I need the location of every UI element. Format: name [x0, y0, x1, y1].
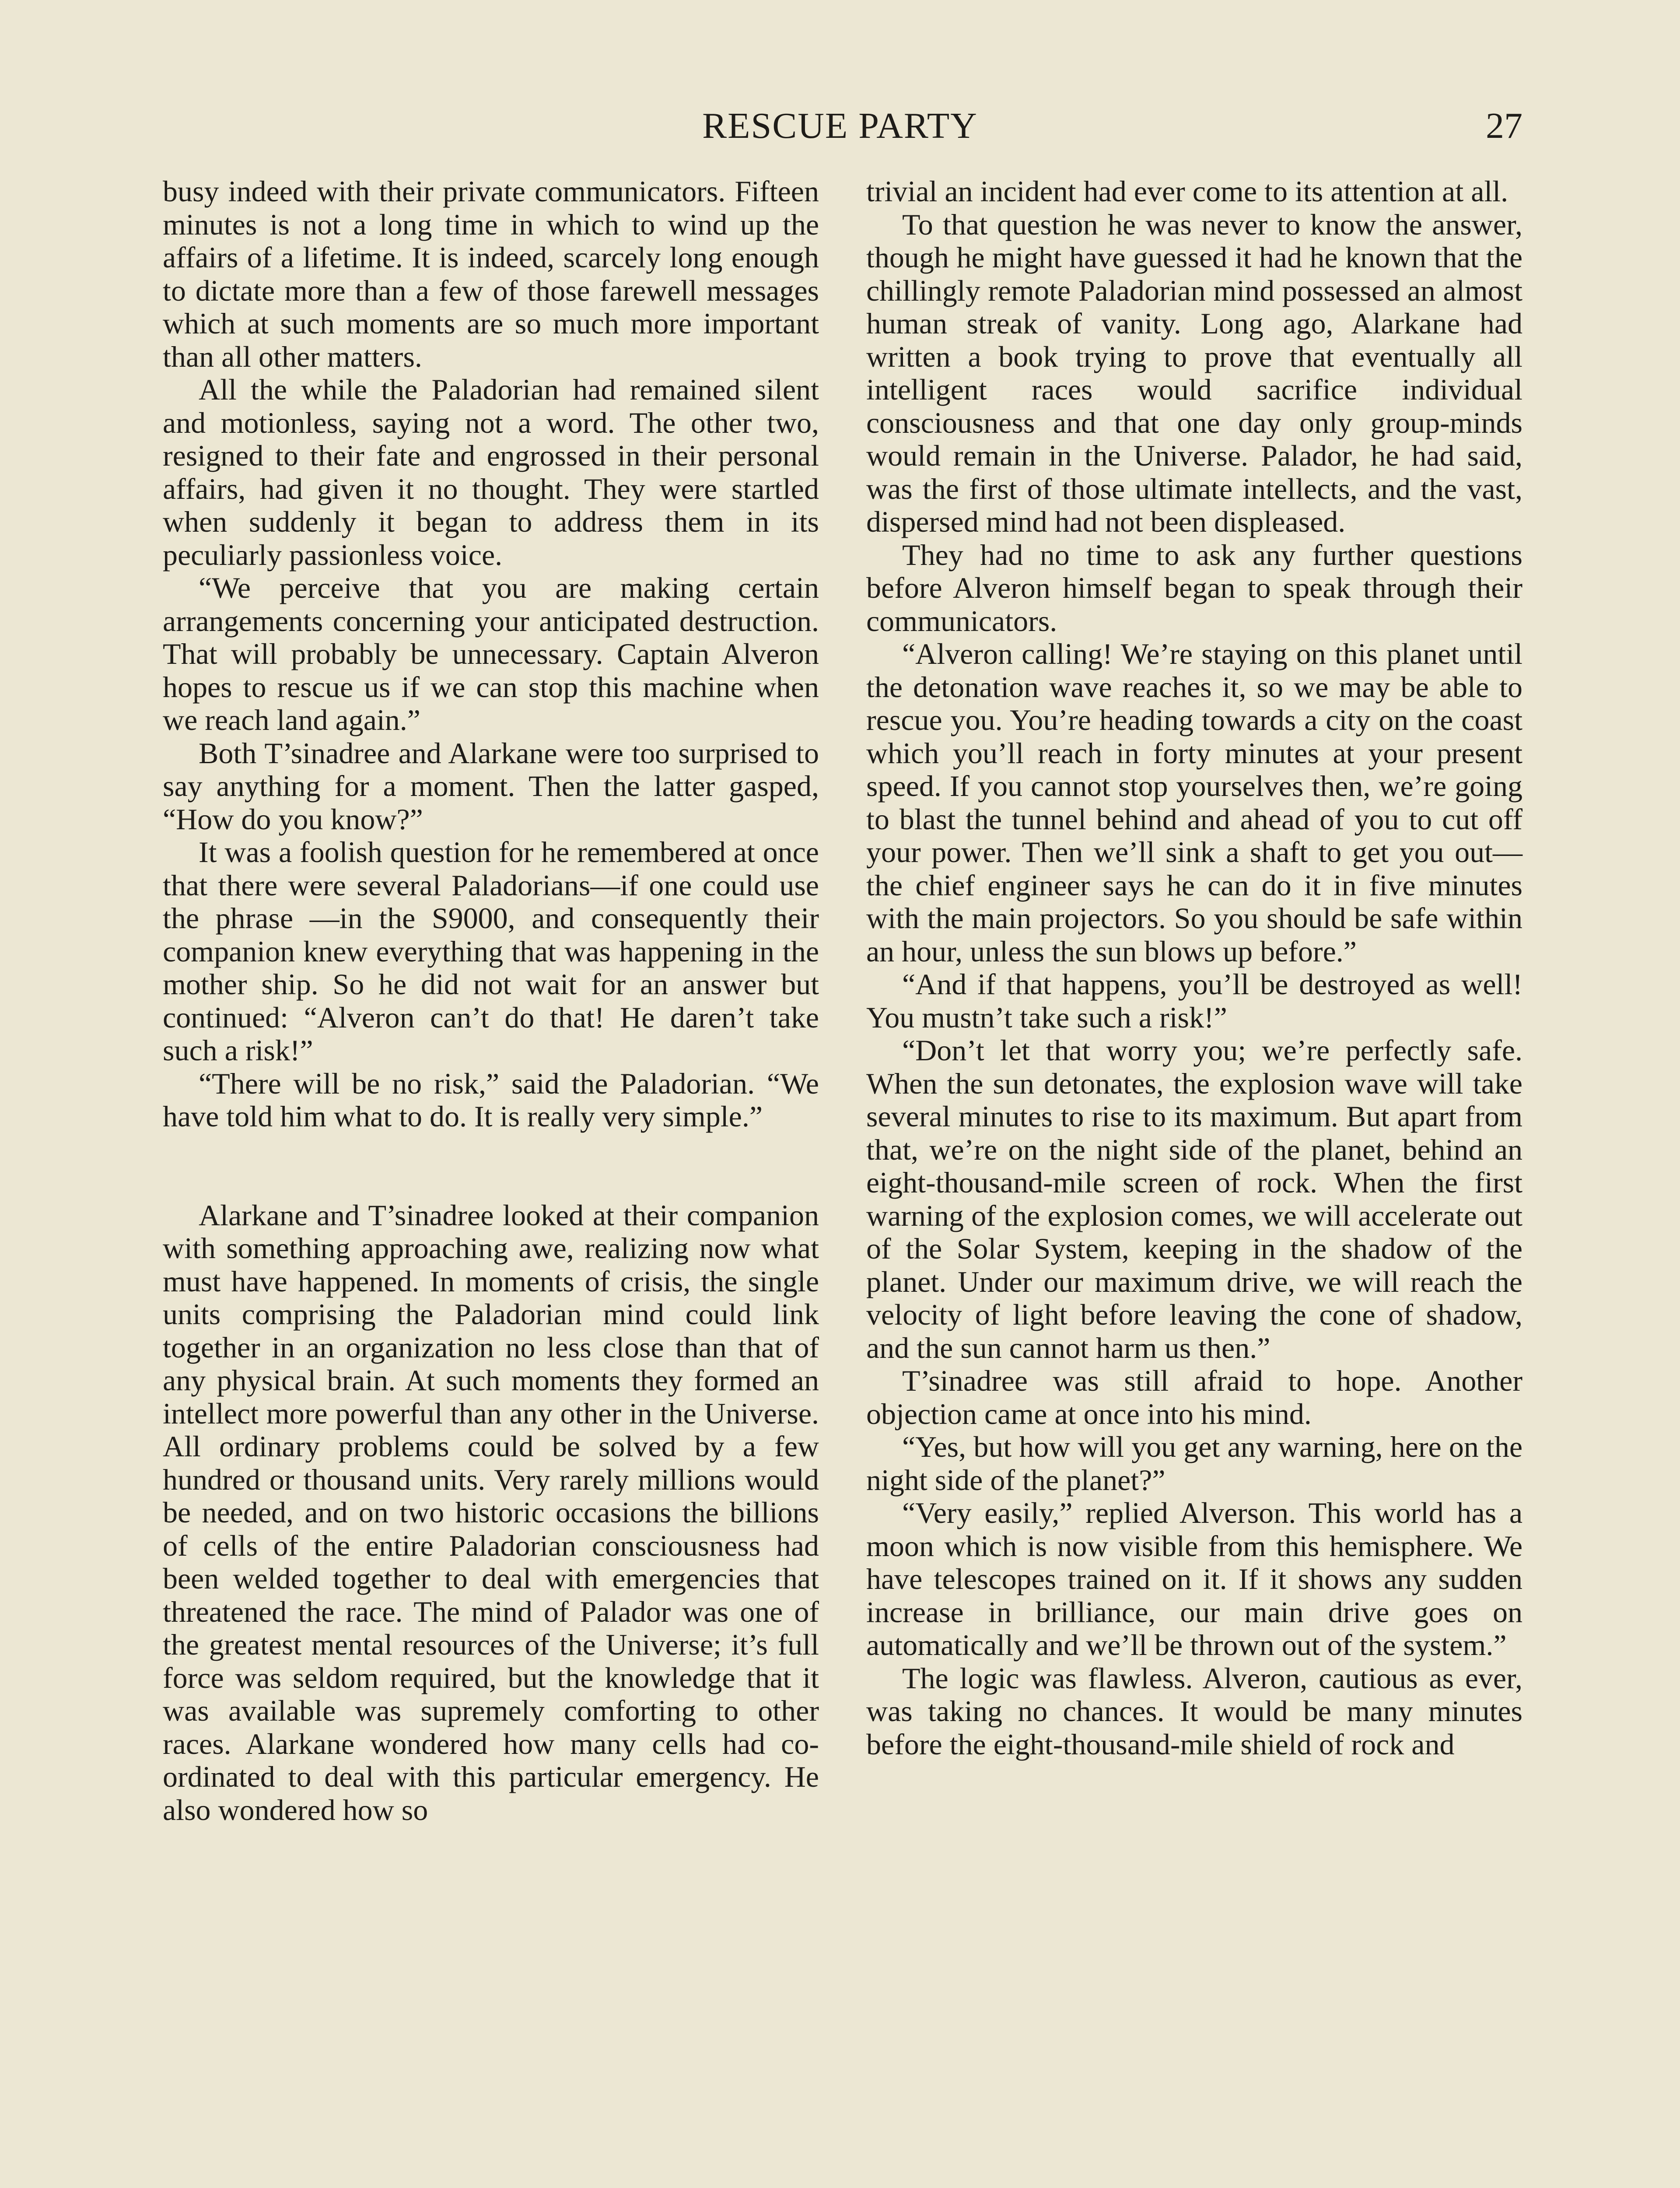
paragraph: busy indeed with their private communicators. Fifteen minutes is not a long time in which to wind up the affairs of a lifetime. It is indeed, scarcely long enough to dictate more than a few of those farewell messages which at such moments are so much more important than all other matters.	[163, 175, 819, 373]
paragraph: Alarkane and T’sinadree looked at their companion with something approaching awe, realizing now what must have happened. In moments of crisis, the single units comprising the Paladorian mind could link together in an organization no less close than that of any physical brain. At such moments they formed an intellect more powerful than any other in the Universe. All ordinary problems could be solved by a few hundred or thousand units. Very rarely millions would be needed, and on two historic occasions the billions of cells of the entire Paladorian consciousness had been welded together to deal with emergencies that threatened the race. The mind of Palador was one of the greatest mental resources of the Universe; it’s full force was seldom required, but the knowledge that it was available was supremely comforting to other races. Alarkane wondered how many cells had co-ordinated to deal with this particular emergency. He also wondered how so	[163, 1198, 819, 1827]
paragraph: All the while the Paladorian had remained silent and motionless, saying not a word. The other two, resigned to their fate and engrossed in their personal affairs, had given it no thought. They were startled when suddenly it began to address them in its peculiarly passionless voice.	[163, 373, 819, 572]
right-column	[866, 175, 1522, 1761]
paragraph: “We perceive that you are making certain arrangements concerning your anticipated destruction. That will probably be unnecessary. Captain Alveron hopes to rescue us if we can stop this machine when we reach land again.”	[163, 571, 819, 736]
paragraph: “There will be no risk,” said the Paladorian. “We have told him what to do. It is really very simple.”	[163, 1066, 819, 1133]
paragraph: Both T’sinadree and Alarkane were too surprised to say anything for a moment. Then the latter gasped, “How do you know?”	[163, 736, 819, 836]
page-header	[158, 100, 1522, 152]
paragraph: To that question he was never to know the answer, though he might have guessed it had he known that the chillingly remote Paladorian mind possessed an almost human streak of vanity. Long ago, Alarkane had written a book trying to prove that eventually all intelligent races would sacrifice individual consciousness and that one day only group-minds would remain in the Universe. Palador, he had said, was the first of those ultimate intellects, and the vast, dispersed mind had not been displeased.	[866, 207, 1522, 538]
paragraph: “Don’t let that worry you; we’re perfectly safe. When the sun detonates, the explosion wave will take several minutes to rise to its maximum. But apart from that, we’re on the night side of the planet, behind an eight-thousand-mile screen of rock. When the first warning of the explosion comes, we will accelerate out of the Solar System, keeping in the shadow of the planet. Under our maximum drive, we will reach the velocity of light before leaving the cone of shadow, and the sun cannot harm us then.”	[866, 1034, 1522, 1364]
paragraph: “Yes, but how will you get any warning, here on the night side of the planet?”	[866, 1430, 1522, 1497]
paragraph: trivial an incident had ever come to its attention at all.	[866, 175, 1508, 208]
left-column	[163, 175, 819, 1827]
paragraph: “Alveron calling! We’re staying on this planet until the detonation wave reaches it, so we may be able to rescue you. You’re heading towards a city on the coast which you’ll reach in forty minutes at your present speed. If you cannot stop yourselves then, we’re going to blast the tunnel behind and ahead of you to cut off your power. Then we’ll sink a shaft to get you out—the chief engineer says he can do it in five minutes with the main projectors. So you should be safe within an hour, unless the sun blows up before.”	[866, 637, 1522, 968]
page-number: 27	[1486, 105, 1522, 146]
running-title: RESCUE PARTY	[702, 105, 978, 146]
paragraph: “Very easily,” replied Alverson. This world has a moon which is now visible from this hemisphere. We have telescopes trained on it. If it shows any sudden increase in brilliance, our main drive goes on automatically and we’ll be thrown out of the system.”	[866, 1496, 1522, 1662]
paragraph: They had no time to ask any further questions before Alveron himself began to speak through their communicators.	[866, 538, 1522, 638]
paragraph: T’sinadree was still afraid to hope. Another objection came at once into his mind.	[866, 1364, 1522, 1431]
paragraph: It was a foolish question for he remembered at once that there were several Paladorians—if one could use the phrase —in the S9000, and consequently their companion knew everything that was happening in the mother ship. So he did not wait for an answer but continued: “Alveron can’t do that! He daren’t take such a risk!”	[163, 835, 819, 1067]
paragraph: “And if that happens, you’ll be destroyed as well! You mustn’t take such a risk!”	[866, 968, 1522, 1034]
section-break	[163, 1133, 819, 1199]
paragraph: The logic was flawless. Alveron, cautious as ever, was taking no chances. It would be many minutes before the eight-thousand-mile shield of rock and	[866, 1661, 1522, 1761]
